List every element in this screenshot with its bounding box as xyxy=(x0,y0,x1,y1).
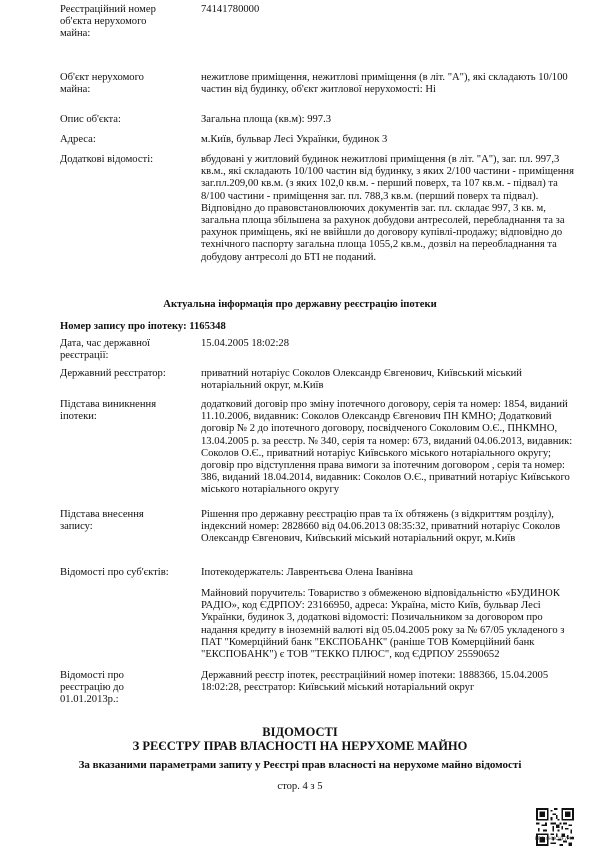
registrar-label: Державний реєстратор: xyxy=(60,368,166,379)
mortgage-section-title: Актуальна інформація про державну реєстрацію іпотеки xyxy=(163,299,437,310)
footer-heading: ВІДОМОСТІ xyxy=(262,725,338,739)
reg-number-label: Реєстраційний номер об'єкта нерухомого майна: xyxy=(60,4,156,40)
registrar-value: приватний нотаріус Соколов Олександр Євгенович, Київський міський нотаріальний округ, м.Київ xyxy=(201,368,522,392)
subjects-label: Відомості про суб'єктів: xyxy=(60,567,169,578)
entry-basis-value: Рішення про державну реєстрацію прав та їх обтяжень (з відкриттям розділу), індексний номер: 2828660 від 04.06.2013 08:35:32, приватний нотаріус Соколов Олександр Євгенович, Київський міський нотаріальний округ, м.Київ xyxy=(201,509,561,545)
mortgage-basis-value: додатковий договір про зміну іпотечного договору, серія та номер: 1854, виданий 11.10.2006, видавник: Соколов Олександр Євгенович ПН КМНО; Додатковий договір № 2 до іпотечного договору, посвідченого Соколовим О.Є., ПНКМНО, 13.04.2005 р. за реєстр. № 340, серія та номер: 673, виданий 04.06.2013, видавник: Соколов О.Є., приватний нотаріус Київського міського нотаріального округу; договір про відступлення права вимоги за іпотечним договором , серія та номер: 386, виданий 18.04.2014, видавник: Соколов О.Є., приватний нотаріус Київського міського нотаріального округу xyxy=(201,399,573,496)
object-label: Об'єкт нерухомого майна: xyxy=(60,72,144,96)
mortgage-basis-label: Підстава виникнення іпотеки: xyxy=(60,399,157,423)
extra-info-label: Додаткові відомості: xyxy=(60,154,154,165)
guarantor-value: Майновий поручитель: Товариство з обмеженою відповідальністю «БУДИНОК РАДІО», код ЄДРПОУ: 23166950, адреса: Україна, місто Київ, бульвар Лесі Українки, будинок 3, додаткові відомості: Позичальником за договором про надання кредиту в іноземній валюті від 05.04.2005 року за № 67/05 укладеного з ПАТ "Комерційний банк "ЕКСПОБАНК" (раніше ТОВ Комерційний банк "ЕКСПОБАНК") є ТОВ "ТЕККО ПЛЮС", код ЄДРПОУ 25590652 xyxy=(201,588,565,661)
page-number: стор. 4 з 5 xyxy=(277,781,323,792)
extra-info-value: вбудовані у житловий будинок нежитлові приміщення (в літ. "А"), заг. пл. 997,3 кв.м., які складають 10/100 частин від будинку, з яких 2/100 частини - приміщення заг.пл.209,00 кв.м. (з яких 102,0 кв.м. - перший поверх, та 107 кв.м. - підвал) та 8/100 частини - приміщення заг. пл. 788,3 кв.м. (перший поверх та підвал). Відповідно до правовстановлюючих документів заг. пл. складає 997, 3 кв. м, загальна площа збільшена за рахунок добудови антресолей, перебладнання та за рахунок приміщень, які не ввійшли до договору купівлі-продажу; відповідно до технічного паспорту загальна площа 1055,2 кв.м., дозвіл на переобладнання та добудову антресолі до БТІ не поданий. xyxy=(201,154,574,263)
reg-number-value: 74141780000 xyxy=(201,4,260,15)
object-value: нежитлове приміщення, нежитлові приміщення (в літ. "А"), які складають 10/100 частин від будинку, об'єкт житлової нерухомості: Ні xyxy=(201,72,568,96)
pre-2013-value: Державний реєстр іпотек, реєстраційний номер іпотеки: 1888366, 15.04.2005 18:02:28, реєстратор: Київський міський нотаріальний округ xyxy=(201,670,549,694)
mortgagee-value: Іпотекодержатель: Лаврентьєва Олена Іванівна xyxy=(201,567,413,578)
mortgage-record-number: Номер запису про іпотеку: 1165348 xyxy=(60,321,226,332)
entry-basis-label: Підстава внесення запису: xyxy=(60,509,144,533)
registration-date-label: Дата, час державної реєстрації: xyxy=(60,338,151,362)
address-label: Адреса: xyxy=(60,134,96,145)
qr-reference: RRP-4HHCHF7MS xyxy=(535,837,574,842)
registration-date-value: 15.04.2005 18:02:28 xyxy=(201,338,289,349)
description-value: Загальна площа (кв.м): 997.3 xyxy=(201,114,332,125)
description-label: Опис об'єкта: xyxy=(60,114,121,125)
query-line: За вказаними параметрами запиту у Реєстрі прав власності на нерухоме майно відомості xyxy=(78,759,522,771)
footer-subheading: З РЕЄСТРУ ПРАВ ВЛАСНОСТІ НА НЕРУХОМЕ МАЙНО xyxy=(132,739,468,753)
pre-2013-label: Відомості про реєстрацію до 01.01.2013р.: xyxy=(60,670,124,706)
address-value: м.Київ, бульвар Лесі Українки, будинок 3 xyxy=(201,134,388,145)
